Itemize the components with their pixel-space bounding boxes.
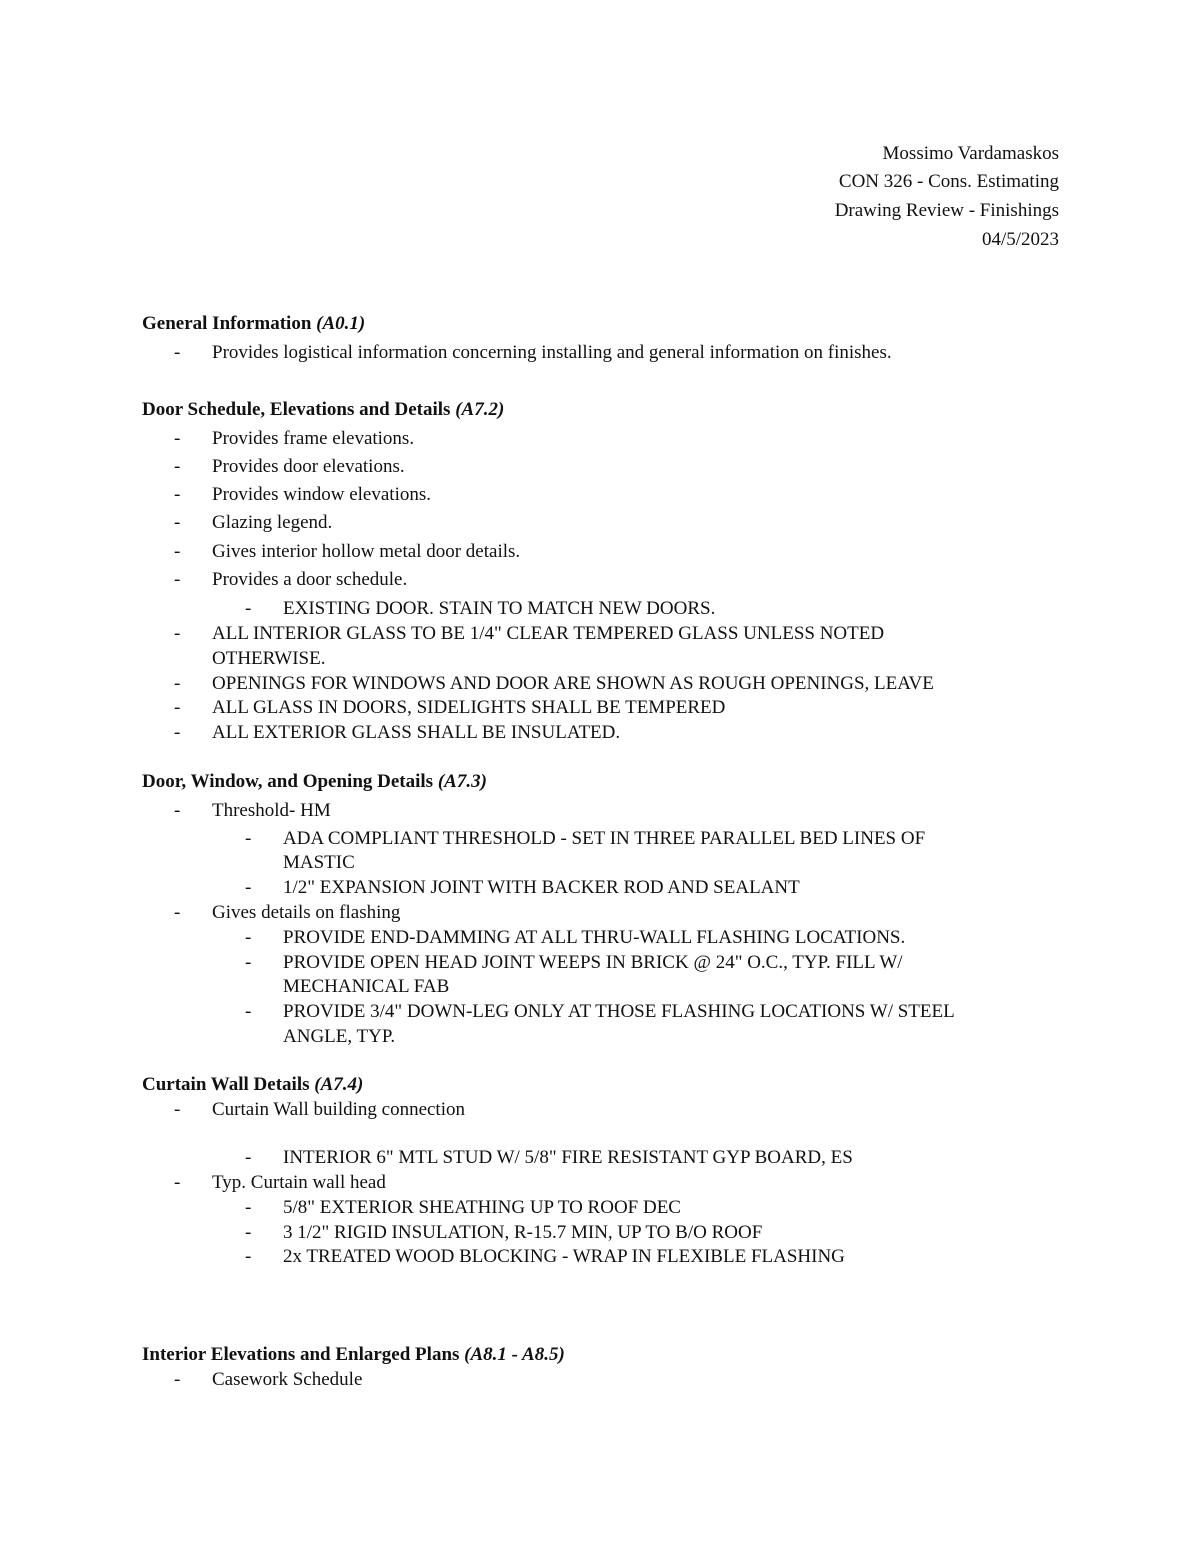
list-item: ALL INTERIOR GLASS TO BE 1/4" CLEAR TEMPERED GLASS UNLESS NOTED [212, 623, 885, 644]
list-item: Typ. Curtain wall head [212, 1172, 386, 1193]
list-item: Gives interior hollow metal door details. [212, 541, 521, 562]
assignment-title: Drawing Review - Finishings [834, 200, 1059, 221]
section-heading-general-information: General Information (A0.1) [142, 313, 366, 334]
sub-list-item-continuation: MASTIC [283, 852, 355, 873]
section-heading-interior-elevations: Interior Elevations and Enlarged Plans (A8.1 - A8.5) [142, 1344, 565, 1365]
list-item: Glazing legend. [212, 512, 333, 533]
sub-list-item: 1/2" EXPANSION JOINT WITH BACKER ROD AND SEALANT [283, 877, 800, 898]
bullet-dash: - [245, 1197, 252, 1218]
list-item: Provides door elevations. [212, 456, 405, 477]
sub-list-item: 2x TREATED WOOD BLOCKING - WRAP IN FLEXIBLE FLASHING [283, 1246, 845, 1267]
list-item: ALL GLASS IN DOORS, SIDELIGHTS SHALL BE TEMPERED [212, 697, 726, 718]
section-heading-door-schedule: Door Schedule, Elevations and Details (A7.2) [142, 399, 505, 420]
bullet-dash: - [174, 800, 181, 821]
bullet-dash: - [245, 1222, 252, 1243]
bullet-dash: - [174, 722, 181, 743]
document-date: 04/5/2023 [981, 229, 1059, 250]
section-heading-curtain-wall: Curtain Wall Details (A7.4) [142, 1074, 364, 1095]
bullet-dash: - [174, 1369, 181, 1390]
list-item: Provides window elevations. [212, 484, 432, 505]
bullet-dash: - [245, 598, 252, 619]
sub-list-item: 5/8" EXTERIOR SHEATHING UP TO ROOF DEC [283, 1197, 681, 1218]
bullet-dash: - [174, 1172, 181, 1193]
bullet-dash: - [174, 623, 181, 644]
list-item: OPENINGS FOR WINDOWS AND DOOR ARE SHOWN AS ROUGH OPENINGS, LEAVE [212, 673, 934, 694]
bullet-dash: - [245, 1147, 252, 1168]
bullet-dash: - [245, 877, 252, 898]
bullet-dash: - [245, 1001, 252, 1022]
bullet-dash: - [174, 512, 181, 533]
course-name: CON 326 - Cons. Estimating [838, 171, 1059, 192]
list-item: Curtain Wall building connection [212, 1099, 465, 1120]
bullet-dash: - [174, 428, 181, 449]
list-item-continuation: OTHERWISE. [212, 648, 326, 669]
bullet-dash: - [245, 952, 252, 973]
bullet-dash: - [174, 902, 181, 923]
bullet-dash: - [174, 569, 181, 590]
bullet-dash: - [174, 456, 181, 477]
bullet-dash: - [174, 484, 181, 505]
sub-list-item-continuation: MECHANICAL FAB [283, 976, 450, 997]
sub-list-item: PROVIDE 3/4" DOWN-LEG ONLY AT THOSE FLASHING LOCATIONS W/ STEEL [283, 1001, 955, 1022]
list-item: ALL EXTERIOR GLASS SHALL BE INSULATED. [212, 722, 621, 743]
bullet-dash: - [174, 541, 181, 562]
sub-list-item: PROVIDE OPEN HEAD JOINT WEEPS IN BRICK @ 24" O.C., TYP. FILL W/ [283, 952, 903, 973]
bullet-dash: - [245, 1246, 252, 1267]
sub-list-item: INTERIOR 6" MTL STUD W/ 5/8" FIRE RESISTANT GYP BOARD, ES [283, 1147, 853, 1168]
bullet-dash: - [174, 697, 181, 718]
list-item: Casework Schedule [212, 1369, 363, 1390]
list-item: Threshold- HM [212, 800, 331, 821]
sub-list-item: 3 1/2" RIGID INSULATION, R-15.7 MIN, UP TO B/O ROOF [283, 1222, 763, 1243]
bullet-dash: - [245, 828, 252, 849]
bullet-dash: - [174, 673, 181, 694]
sub-list-item: ADA COMPLIANT THRESHOLD - SET IN THREE PARALLEL BED LINES OF [283, 828, 926, 849]
list-item: Provides frame elevations. [212, 428, 415, 449]
list-item: Gives details on flashing [212, 902, 401, 923]
sub-list-item: PROVIDE END-DAMMING AT ALL THRU-WALL FLASHING LOCATIONS. [283, 927, 906, 948]
bullet-dash: - [245, 927, 252, 948]
bullet-dash: - [174, 1099, 181, 1120]
section-heading-opening-details: Door, Window, and Opening Details (A7.3) [142, 771, 487, 792]
sub-list-item-continuation: ANGLE, TYP. [283, 1026, 396, 1047]
sub-list-item: EXISTING DOOR. STAIN TO MATCH NEW DOORS. [283, 598, 716, 619]
list-item: Provides a door schedule. [212, 569, 408, 590]
author-name: Mossimo Vardamaskos [882, 143, 1059, 164]
bullet-dash: - [174, 342, 181, 363]
list-item: Provides logistical information concerning installing and general information on finishes. [212, 342, 892, 363]
